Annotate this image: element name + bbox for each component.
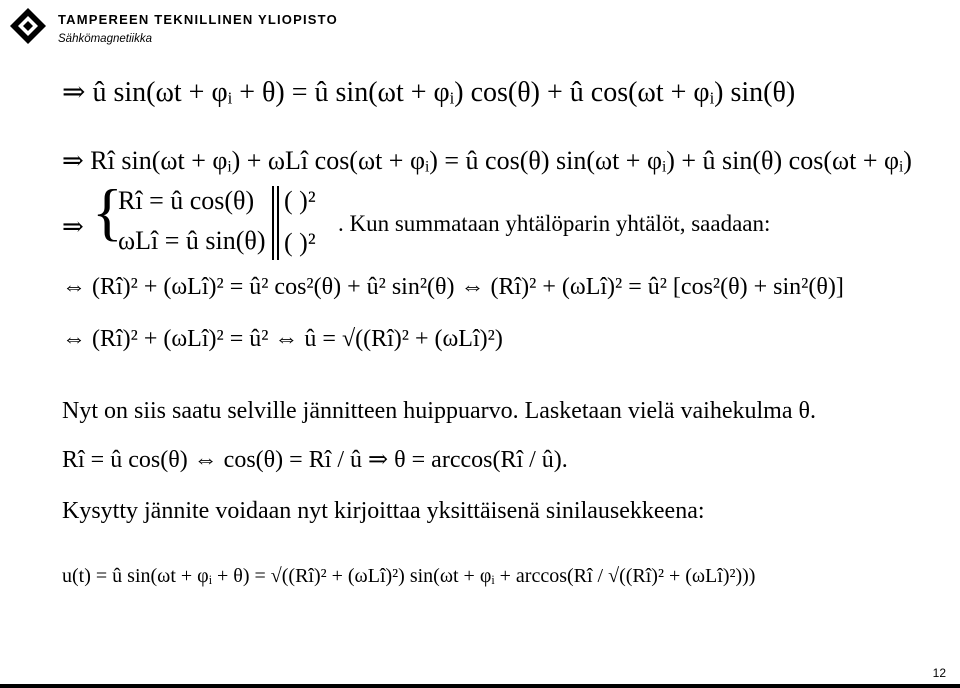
university-logo: [8, 6, 48, 46]
equation-4: ⇔ (Rî)² + (ωLî)² = û² cos²(θ) + û² sin²(θ) ⇔ (Rî)² + (ωLî)² = û² [cos²(θ) + sin²(θ)]: [62, 274, 844, 300]
square-op-2: ( )²: [284, 228, 316, 257]
text-paragraph-1: Nyt on siis saatu selville jännitteen huippuarvo. Lasketaan vielä vaihekulma θ.: [62, 398, 816, 424]
footer-bar: [0, 684, 960, 688]
equation-2: ⇒ Rî sin(ωt + φᵢ) + ωLî cos(ωt + φᵢ) = û cos(θ) sin(ωt + φᵢ) + û sin(θ) cos(ωt + φᵢ): [62, 146, 912, 175]
department-name: Sähkömagnetiikka: [58, 33, 152, 45]
system-text: . Kun summataan yhtälöparin yhtälöt, saadaan:: [338, 211, 771, 236]
left-brace: {: [92, 176, 123, 247]
system-line-1: Rî = û cos(θ): [118, 186, 255, 215]
system-line-2: ωLî = û sin(θ): [118, 226, 266, 255]
equation-7: u(t) = û sin(ωt + φᵢ + θ) = √((Rî)² + (ωLî)²) sin(ωt + φᵢ + arccos(Rî / √((Rî)² + (ωLî)²))): [62, 565, 756, 587]
separator-bar-2: [277, 186, 279, 260]
equation-5: ⇔ (Rî)² + (ωLî)² = û² ⇔ û = √((Rî)² + (ωLî)²): [62, 326, 503, 352]
system-arrow: ⇒: [62, 212, 84, 241]
page-number: 12: [932, 666, 946, 680]
separator-bar: [272, 186, 274, 260]
equation-6: Rî = û cos(θ) ⇔ cos(θ) = Rî / û ⇒ θ = arccos(Rî / û).: [62, 447, 568, 473]
university-name: TAMPEREEN TEKNILLINEN YLIOPISTO: [58, 12, 338, 27]
square-op-1: ( )²: [284, 186, 316, 215]
text-paragraph-2: Kysytty jännite voidaan nyt kirjoittaa yksittäisenä sinilausekkeena:: [62, 498, 705, 524]
equation-1: ⇒ û sin(ωt + φᵢ + θ) = û sin(ωt + φᵢ) cos(θ) + û cos(ωt + φᵢ) sin(θ): [62, 77, 796, 108]
